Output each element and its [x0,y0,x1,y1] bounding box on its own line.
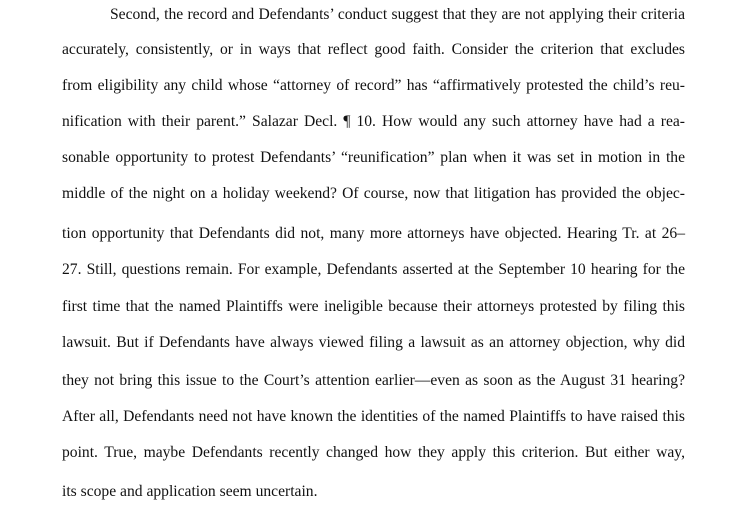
paragraph-line: its scope and application seem uncertain. [62,483,318,500]
paragraph-line: point. True, maybe Defendants recently changed how they apply this criterion. But either way, [62,444,685,461]
paragraph-line: lawsuit. But if Defendants have always viewed filing a lawsuit as an attorney objection, why did [62,334,685,351]
paragraph-line: 27. Still, questions remain. For example, Defendants asserted at the September 10 hearing for the [62,261,685,278]
paragraph-line: from eligibility any child whose “attorney of record” has “affirmatively protested the child’s reu- [62,77,685,94]
paragraph-line: tion opportunity that Defendants did not, many more attorneys have objected. Hearing Tr. at 26– [62,225,685,242]
paragraph-line: After all, Defendants need not have known the identities of the named Plaintiffs to have raised this [62,408,685,425]
paragraph-line: first time that the named Plaintiffs were ineligible because their attorneys protested by filing this [62,298,685,315]
paragraph-line: nification with their parent.” Salazar Decl. ¶ 10. How would any such attorney have had a rea- [62,113,685,130]
paragraph-line: they not bring this issue to the Court’s attention earlier—even as soon as the August 31 hearing? [62,372,685,389]
paragraph-line: Second, the record and Defendants’ conduct suggest that they are not applying their criteria [110,6,685,23]
paragraph-line: sonable opportunity to protest Defendants’ “reunification” plan when it was set in motion in the [62,149,685,166]
paragraph-line: accurately, consistently, or in ways that reflect good faith. Consider the criterion that excludes [62,41,685,58]
paragraph-line: middle of the night on a holiday weekend? Of course, now that litigation has provided the objec- [62,185,685,202]
